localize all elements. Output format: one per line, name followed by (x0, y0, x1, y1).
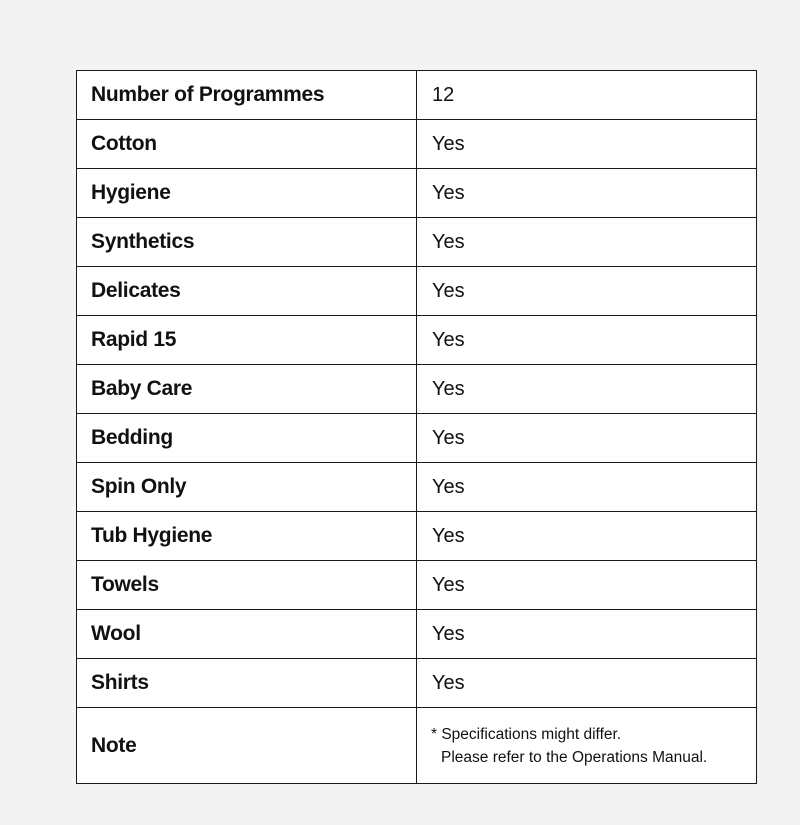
spec-label: Synthetics (77, 218, 417, 267)
spec-label: Number of Programmes (77, 71, 417, 120)
note-line-2: Please refer to the Operations Manual. (441, 748, 708, 766)
spec-label: Delicates (77, 267, 417, 316)
table-row (77, 365, 757, 414)
note-text (417, 708, 757, 784)
spec-label: Bedding (77, 414, 417, 463)
spec-value: Yes (417, 610, 757, 659)
spec-value: Yes (417, 365, 757, 414)
table-row (77, 218, 757, 267)
table-row (77, 463, 757, 512)
spec-value: Yes (417, 512, 757, 561)
note-line-1: * Specifications might differ. (431, 725, 622, 743)
spec-value: Yes (417, 267, 757, 316)
spec-label: Wool (77, 610, 417, 659)
table-row (77, 610, 757, 659)
table-row (77, 414, 757, 463)
spec-label: Spin Only (77, 463, 417, 512)
spec-label: Baby Care (77, 365, 417, 414)
spec-value: Yes (417, 659, 757, 708)
spec-value: Yes (417, 316, 757, 365)
table-row (77, 659, 757, 708)
spec-label: Cotton (77, 120, 417, 169)
spec-label: Towels (77, 561, 417, 610)
spec-value: Yes (417, 169, 757, 218)
table-row (77, 512, 757, 561)
table-row (77, 316, 757, 365)
spec-value: Yes (417, 561, 757, 610)
table-row (77, 267, 757, 316)
spec-label: Shirts (77, 659, 417, 708)
table-row (77, 561, 757, 610)
table-row (77, 120, 757, 169)
note-row (77, 708, 757, 784)
spec-value: Yes (417, 120, 757, 169)
spec-value: Yes (417, 463, 757, 512)
table-row (77, 71, 757, 120)
spec-value: Yes (417, 414, 757, 463)
specifications-table (76, 70, 757, 784)
spec-value: Yes (417, 218, 757, 267)
spec-value: 12 (417, 71, 757, 120)
table-row (77, 169, 757, 218)
spec-label: Rapid 15 (77, 316, 417, 365)
spec-label: Tub Hygiene (77, 512, 417, 561)
spec-label: Hygiene (77, 169, 417, 218)
note-label: Note (77, 708, 417, 784)
